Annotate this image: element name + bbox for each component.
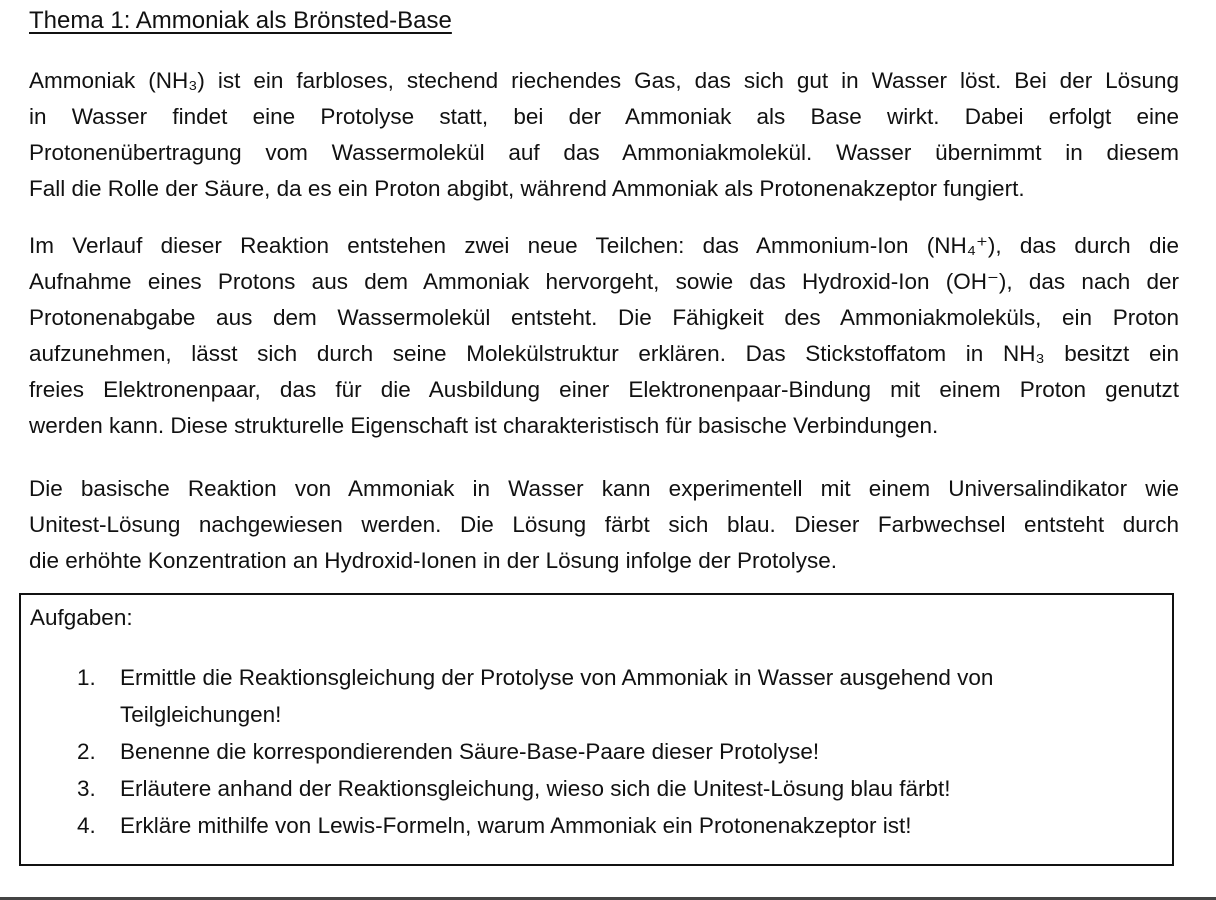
- tasks-heading: Aufgaben:: [30, 605, 133, 630]
- task-text: Ermittle die Reaktionsgleichung der Protolyse von Ammoniak in Wasser ausgehend von Teilgleichungen!: [120, 665, 994, 727]
- paragraph-line: Unitest-Lösung nachgewiesen werden. Die Lösung färbt sich blau. Dieser Farbwechsel entsteht durch: [29, 512, 1179, 537]
- paragraph-indicator-test: [29, 471, 1179, 579]
- task-item-4: [21, 807, 1140, 844]
- paragraph-line: aufzunehmen, lässt sich durch seine Molekülstruktur erklären. Das Stickstoffatom in NH₃ besitzt ein: [29, 341, 1179, 366]
- paragraph-line: Aufnahme eines Protons aus dem Ammoniak hervorgeht, sowie das Hydroxid-Ion (OH⁻), das nach der: [29, 269, 1179, 294]
- task-number: 3.: [77, 776, 96, 801]
- task-number: 4.: [77, 813, 96, 838]
- task-number: 2.: [77, 739, 96, 764]
- paragraph-line: in Wasser findet eine Protolyse statt, bei der Ammoniak als Base wirkt. Dabei erfolgt eine: [29, 104, 1179, 129]
- task-item-2: [21, 733, 1140, 770]
- paragraph-line: Fall die Rolle der Säure, da es ein Proton abgibt, während Ammoniak als Protonenakzeptor fungiert.: [29, 176, 1025, 201]
- paragraph-line: Protonenübertragung vom Wassermolekül auf das Ammoniakmolekül. Wasser übernimmt in diesem: [29, 140, 1179, 165]
- task-number: 1.: [77, 665, 96, 690]
- paragraph-reaction-products: [29, 228, 1179, 444]
- tasks-box: [19, 593, 1174, 866]
- task-list: [21, 659, 1172, 844]
- task-text: Erläutere anhand der Reaktionsgleichung, wieso sich die Unitest-Lösung blau färbt!: [120, 776, 951, 801]
- page-title: Thema 1: Ammoniak als Brönsted-Base: [29, 7, 452, 34]
- task-text: Benenne die korrespondierenden Säure-Base-Paare dieser Protolyse!: [120, 739, 820, 764]
- paragraph-line: Ammoniak (NH₃) ist ein farbloses, stechend riechendes Gas, das sich gut in Wasser löst. Bei der Lösung: [29, 68, 1179, 93]
- paragraph-ammonia-intro: [29, 63, 1179, 207]
- paragraph-line: Die basische Reaktion von Ammoniak in Wasser kann experimentell mit einem Universalindikator wie: [29, 476, 1179, 501]
- paragraph-line: werden kann. Diese strukturelle Eigenschaft ist charakteristisch für basische Verbindungen.: [29, 413, 939, 438]
- paragraph-line: Protonenabgabe aus dem Wassermolekül entsteht. Die Fähigkeit des Ammoniakmoleküls, ein Proton: [29, 305, 1179, 330]
- task-text: Erkläre mithilfe von Lewis-Formeln, warum Ammoniak ein Protonenakzeptor ist!: [120, 813, 912, 838]
- paragraph-line: Im Verlauf dieser Reaktion entstehen zwei neue Teilchen: das Ammonium-Ion (NH₄⁺), das durch die: [29, 233, 1179, 258]
- task-item-1: [21, 659, 1140, 733]
- paragraph-line: freies Elektronenpaar, das für die Ausbildung einer Elektronenpaar-Bindung mit einem Proton genutzt: [29, 377, 1179, 402]
- task-item-3: [21, 770, 1140, 807]
- paragraph-line: die erhöhte Konzentration an Hydroxid-Ionen in der Lösung infolge der Protolyse.: [29, 548, 838, 573]
